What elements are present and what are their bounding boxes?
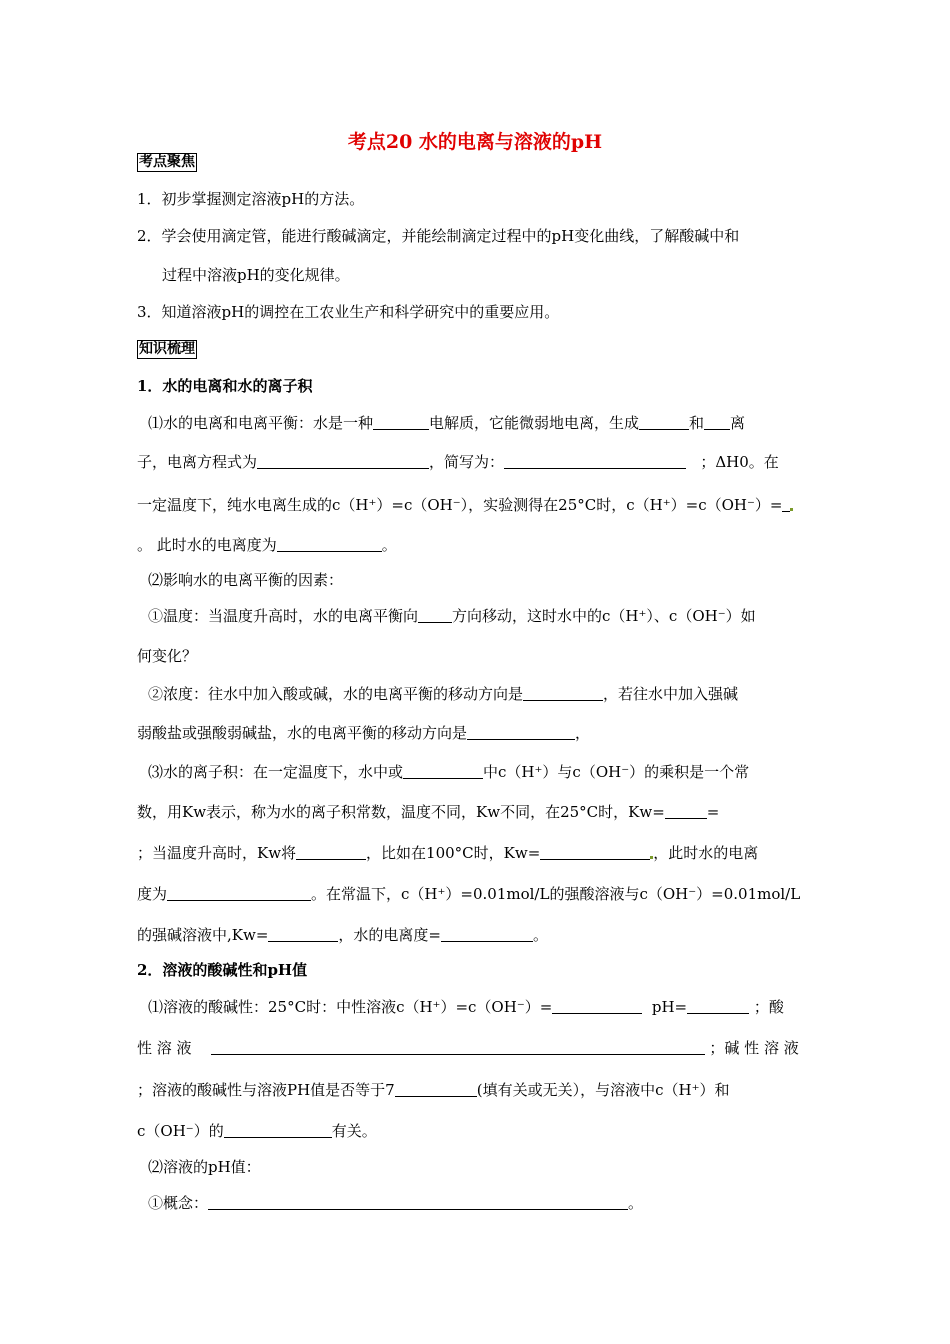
text-run: ，此时水的电离	[653, 844, 759, 862]
text-run: 一定温度下，纯水电离生成的	[137, 496, 333, 514]
text-line	[148, 684, 738, 704]
text-run: 中c（H⁺）与c（OH⁻）的乘积是一个常	[483, 763, 750, 781]
fill-blank[interactable]	[540, 845, 650, 860]
text-line	[137, 925, 548, 945]
fill-blank[interactable]	[268, 927, 338, 942]
text-run: ⑴溶液的酸碱性：25°C时：中性溶液c（H⁺）=c（OH⁻）=	[148, 998, 553, 1016]
fill-blank[interactable]	[167, 886, 311, 901]
text-run: ②浓度：往水中加入酸或碱，水的电离平衡的移动方向是	[148, 685, 524, 703]
text-line	[148, 1193, 643, 1213]
fill-blank[interactable]	[504, 454, 686, 469]
text-run: 弱酸盐或强酸弱碱盐，水的电离平衡的移动方向是	[137, 724, 468, 742]
text-run: ，	[575, 724, 591, 742]
text-run: 离	[730, 414, 746, 432]
fill-blank[interactable]	[211, 1040, 705, 1055]
text-line	[137, 843, 758, 863]
text-run: ；当温度升高时，Kw将	[137, 844, 297, 862]
text-line	[148, 606, 756, 626]
text-run: 。	[381, 536, 397, 554]
text-line	[137, 723, 590, 743]
fill-blank[interactable]	[687, 999, 749, 1014]
text-run: 电解质，它能微弱地电离，生成	[429, 414, 640, 432]
text-line	[137, 1038, 799, 1058]
text-line	[137, 884, 800, 904]
text-line: 何变化？	[137, 647, 198, 665]
text-run: (填有关或无关），与溶液中c（H⁺）和	[476, 1081, 730, 1099]
text-run: =	[706, 803, 720, 821]
fill-blank[interactable]	[395, 1082, 477, 1097]
text-run: ；碱 性 溶 液	[709, 1039, 799, 1057]
text-run: ；酸	[753, 998, 784, 1016]
text-run: 。在常温下，c（H⁺）=0.01mol/L的强酸溶液与c（OH⁻）=0.01mol/L	[311, 885, 801, 903]
text-line	[137, 1121, 377, 1141]
text-run: ，比如在100°C时，Kw=	[366, 844, 541, 862]
text-run: ①温度：当温度升高时，水的电离平衡向	[148, 607, 419, 625]
text-line	[137, 452, 779, 472]
text-run: 度为	[137, 885, 168, 903]
goal-1: 1．初步掌握测定溶液pH的方法。	[137, 190, 365, 208]
section-heading-knowledge: 知识梳理	[139, 341, 195, 357]
text-run: 的强碱溶液中,Kw=	[137, 926, 269, 944]
fill-blank[interactable]	[467, 725, 575, 740]
goal-3: 3．知道溶液pH的调控在工农业生产和科学研究中的重要应用。	[137, 303, 560, 321]
fill-blank[interactable]	[523, 686, 603, 701]
fill-blank[interactable]	[782, 497, 790, 512]
text-run: ；ΔH	[700, 453, 740, 471]
fill-blank[interactable]	[665, 804, 707, 819]
text-run: c（OH⁻）的	[137, 1122, 224, 1140]
text-line: ⑵影响水的电离平衡的因素：	[148, 571, 344, 589]
fill-blank[interactable]	[403, 764, 483, 779]
text-line: ⑵溶液的pH值：	[148, 1158, 261, 1176]
text-run: ，简写为：	[429, 453, 505, 471]
text-run: 子，电离方程式为	[137, 453, 258, 471]
goal-2: 2．学会使用滴定管，能进行酸碱滴定，并能绘制滴定过程中的pH变化曲线，了解酸碱中和	[137, 227, 740, 245]
text-line	[137, 1080, 730, 1100]
text-run: ⑴水的电离和电离平衡：水是一种	[148, 414, 374, 432]
fill-blank[interactable]	[441, 927, 533, 942]
heading-water-ionization: 1．水的电离和水的离子积	[137, 377, 313, 395]
fill-blank[interactable]	[224, 1123, 332, 1138]
text-run: c（H⁺）=c（OH⁻），实验测得在25°C时，c（H⁺）=c（OH⁻）=	[332, 496, 783, 514]
mark-dot	[790, 508, 793, 511]
text-line	[137, 535, 397, 555]
fill-blank[interactable]	[296, 845, 366, 860]
fill-blank[interactable]	[277, 537, 382, 552]
fill-blank[interactable]	[552, 999, 642, 1014]
fill-blank[interactable]	[257, 454, 429, 469]
fill-blank[interactable]	[208, 1195, 628, 1210]
text-run: ；溶液的酸碱性与溶液PH值是否等于7	[137, 1081, 395, 1099]
text-run: ①概念：	[148, 1194, 209, 1212]
fill-blank[interactable]	[373, 415, 429, 430]
text-run: 数，用Kw表示，称为水的离子积常数，温度不同，Kw不同，在25°C时，Kw=	[137, 803, 665, 821]
text-run: ，水的电离度=	[338, 926, 441, 944]
text-run: 。 此时水的电离度为	[137, 536, 277, 554]
text-run: 有关。	[331, 1122, 377, 1140]
text-run: ，若往水中加入强碱	[603, 685, 739, 703]
text-run: 和	[689, 414, 705, 432]
page-title: 考点20 水的电离与溶液的pH	[347, 131, 603, 153]
text-run: 。	[628, 1194, 644, 1212]
text-line	[137, 802, 719, 822]
text-line	[148, 762, 749, 782]
text-run: ⑶水的离子积：在一定温度下，水中或	[148, 763, 404, 781]
goal-2-cont: 过程中溶液pH的变化规律。	[162, 266, 350, 284]
fill-blank[interactable]	[704, 415, 730, 430]
text-line	[137, 495, 793, 515]
fill-blank[interactable]	[418, 608, 452, 623]
text-run: pH=	[651, 998, 688, 1016]
heading-solution-ph: 2．溶液的酸碱性和pH值	[137, 961, 308, 979]
text-run: 性 溶 液	[137, 1039, 192, 1057]
text-run: 。	[532, 926, 548, 944]
section-heading-focus: 考点聚焦	[139, 154, 195, 170]
text-line	[148, 413, 745, 433]
text-line	[148, 997, 784, 1017]
text-run: 0。在	[739, 453, 779, 471]
text-run: 方向移动，这时水中的c（H⁺）、c（OH⁻）如	[452, 607, 756, 625]
fill-blank[interactable]	[639, 415, 689, 430]
